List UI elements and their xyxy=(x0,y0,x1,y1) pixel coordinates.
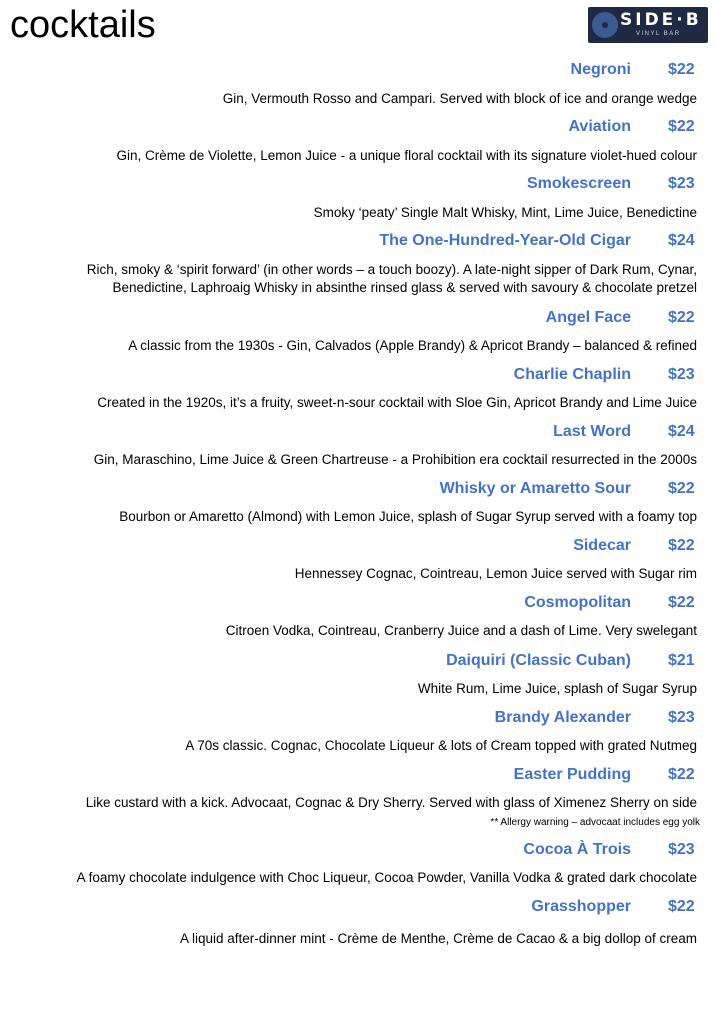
cocktail-price: $24 xyxy=(668,232,695,249)
cocktail-price: $22 xyxy=(668,537,695,554)
cocktail-description: Smoky ‘peaty’ Single Malt Whisky, Mint, Lime Juice, Benedictine xyxy=(313,205,697,220)
cocktail-name: Aviation xyxy=(568,118,631,135)
cocktail-name: Daiquiri (Classic Cuban) xyxy=(446,652,631,669)
cocktail-name: Charlie Chaplin xyxy=(513,366,631,383)
cocktail-description: White Rum, Lime Juice, splash of Sugar Syrup xyxy=(417,681,697,696)
cocktail-description: Hennessey Cognac, Cointreau, Lemon Juice served with Sugar rim xyxy=(294,566,697,581)
cocktail-description-line1: Rich, smoky & ‘spirit forward’ (in other words – a touch boozy). A late-night sipper of Dark Rum, Cynar, xyxy=(86,262,697,277)
cocktail-price: $22 xyxy=(668,309,695,326)
cocktail-description: Gin, Crème de Violette, Lemon Juice - a unique floral cocktail with its signature violet-hued colour xyxy=(116,148,697,163)
cocktail-name: Smokescreen xyxy=(526,175,631,192)
cocktail-description: A classic from the 1930s - Gin, Calvados (Apple Brandy) & Apricot Brandy – balanced & refined xyxy=(128,338,697,353)
cocktail-description: Gin, Vermouth Rosso and Campari. Served with block of ice and orange wedge xyxy=(222,91,697,106)
cocktail-description: Like custard with a kick. Advocaat, Cognac & Dry Sherry. Served with glass of Ximenez Sherry on side xyxy=(85,795,697,810)
cocktail-price: $23 xyxy=(668,709,695,726)
cocktail-description: A liquid after-dinner mint - Crème de Menthe, Crème de Cacao & a big dollop of cream xyxy=(179,931,697,946)
cocktail-price: $24 xyxy=(668,423,695,440)
cocktail-name: Whisky or Amaretto Sour xyxy=(439,480,631,497)
allergy-warning: ** Allergy warning – advocaat includes egg yolk xyxy=(490,817,700,828)
cocktail-name: Cocoa À Trois xyxy=(523,841,631,858)
cocktail-description: Created in the 1920s, it’s a fruity, sweet-n-sour cocktail with Sloe Gin, Apricot Brandy and Lime Juice xyxy=(97,395,697,410)
cocktail-price: $22 xyxy=(668,766,695,783)
cocktail-description: Citroen Vodka, Cointreau, Cranberry Juice and a dash of Lime. Very swelegant xyxy=(225,623,697,638)
cocktail-description-line2: Benedictine, Laphroaig Whisky in absinthe rinsed glass & served with savoury & chocolate pretzel xyxy=(112,280,697,295)
cocktail-price: $22 xyxy=(668,594,695,611)
cocktail-price: $23 xyxy=(668,366,695,383)
cocktail-description: A 70s classic. Cognac, Chocolate Liqueur & lots of Cream topped with grated Nutmeg xyxy=(185,738,697,753)
cocktail-name: Easter Pudding xyxy=(513,766,631,783)
cocktail-description: Bourbon or Amaretto (Almond) with Lemon Juice, splash of Sugar Syrup served with a foamy top xyxy=(119,509,697,524)
cocktail-name: Sidecar xyxy=(573,537,631,554)
cocktail-name: The One-Hundred-Year-Old Cigar xyxy=(379,232,631,249)
cocktail-price: $22 xyxy=(668,61,695,78)
page-title: cocktails xyxy=(10,4,156,46)
cocktail-price: $22 xyxy=(668,118,695,135)
cocktail-description: A foamy chocolate indulgence with Choc Liqueur, Cocoa Powder, Vanilla Vodka & grated dark chocolate xyxy=(76,870,697,885)
cocktail-name: Brandy Alexander xyxy=(494,709,631,726)
cocktail-name: Angel Face xyxy=(545,309,631,326)
cocktail-name: Negroni xyxy=(570,61,631,78)
cocktail-price: $23 xyxy=(668,841,695,858)
cocktail-name: Cosmopolitan xyxy=(524,594,631,611)
cocktail-description: Gin, Maraschino, Lime Juice & Green Chartreuse - a Prohibition era cocktail resurrected in the 2000s xyxy=(93,452,697,467)
logo-brand-text: SIDE·B xyxy=(620,10,702,30)
cocktail-price: $22 xyxy=(668,898,695,915)
cocktail-price: $23 xyxy=(668,175,695,192)
side-b-logo xyxy=(588,7,708,43)
cocktail-price: $22 xyxy=(668,480,695,497)
vinyl-record-icon xyxy=(592,12,618,38)
cocktail-price: $21 xyxy=(668,652,695,669)
cocktail-name: Grasshopper xyxy=(531,898,631,915)
logo-sub-text: VINYL BAR xyxy=(636,31,681,37)
cocktail-name: Last Word xyxy=(553,423,631,440)
